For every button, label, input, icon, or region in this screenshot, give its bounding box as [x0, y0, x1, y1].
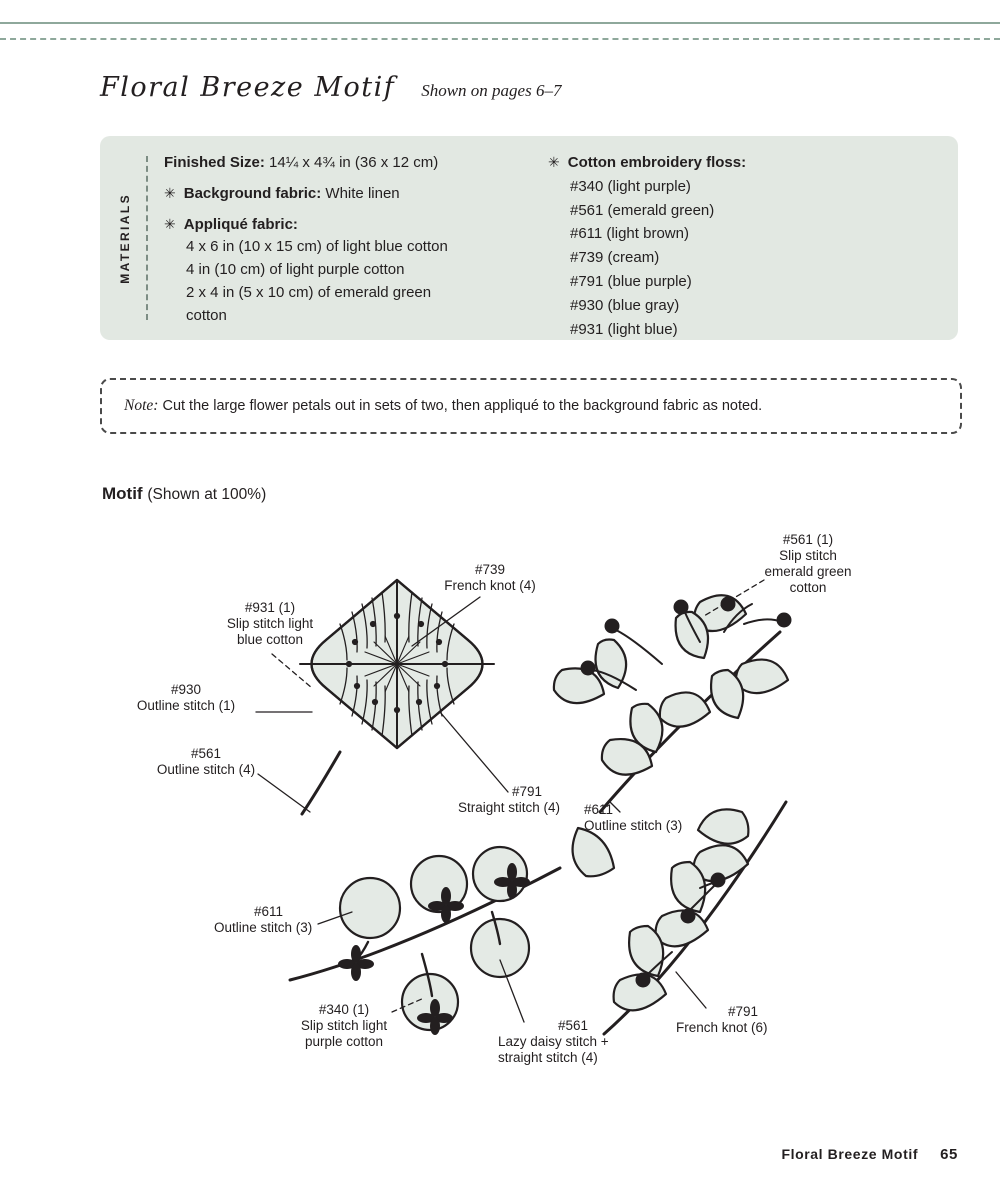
- list-item: #930 (blue gray): [570, 296, 680, 314]
- note-body: Cut the large flower petals out in sets of two, then appliqué to the background fabric as noted.: [158, 398, 763, 414]
- motif-illustration: [0, 512, 1000, 1092]
- list-item: #739 (cream): [570, 249, 660, 267]
- callout-561a-line2: Outline stitch (4): [156, 762, 256, 777]
- motif-heading-bold: Motif: [102, 484, 148, 503]
- callout-931-line3: blue cotton: [236, 632, 304, 647]
- floss-row: [548, 152, 928, 175]
- callout-611b-line2: Outline stitch (3): [214, 920, 313, 935]
- materials-left-column: [164, 152, 564, 328]
- asterisk-icon: ✳: [164, 184, 176, 201]
- callout-561c-line2: Lazy daisy stitch +: [498, 1034, 609, 1049]
- applique-fabric-lines: [186, 236, 564, 327]
- callout-340-line3: purple cotton: [304, 1034, 384, 1049]
- finished-size-value: 14¼ x 4¾ in (36 x 12 cm): [264, 154, 439, 171]
- top-rule-solid: [0, 22, 1000, 24]
- callout-561b-line1: #561 (1): [782, 532, 834, 547]
- applique-line: 2 x 4 in (5 x 10 cm) of emerald green: [186, 283, 432, 301]
- motif-heading-scale: (Shown at 100%): [147, 486, 267, 503]
- list-item: #340 (light purple): [570, 177, 691, 195]
- callout-340-line2: Slip stitch light: [300, 1018, 388, 1033]
- callout-561c-line3: straight stitch (4): [498, 1050, 598, 1065]
- floss-label: Cotton embroidery floss:: [567, 154, 747, 171]
- callout-561b-line4: cotton: [789, 580, 827, 595]
- callout-931-line2: Slip stitch light: [226, 616, 314, 631]
- applique-fabric-label: Appliqué fabric:: [183, 215, 298, 233]
- materials-panel: [100, 136, 958, 340]
- page-number: 65: [940, 1146, 958, 1163]
- callout-930-line2: Outline stitch (1): [136, 698, 236, 713]
- callout-561c-line1: #561: [558, 1018, 589, 1033]
- asterisk-icon: ✳: [164, 215, 176, 232]
- page-subtitle: Shown on pages 6–7: [421, 81, 562, 100]
- callout-340-line1: #340 (1): [318, 1002, 370, 1017]
- callout-739-line2: French knot (4): [444, 578, 536, 593]
- list-item: #931 (light blue): [570, 320, 678, 338]
- background-fabric-line: [184, 183, 400, 206]
- list-item: #791 (blue purple): [570, 272, 692, 290]
- note-text: [102, 397, 762, 415]
- branch-bottom-right: [573, 802, 786, 1034]
- materials-divider: [146, 156, 148, 320]
- list-item: #611 (light brown): [570, 225, 689, 243]
- note-label: Note:: [124, 397, 159, 414]
- callout-739-line1: #739: [474, 562, 506, 577]
- materials-label-text: MATERIALS: [118, 192, 132, 284]
- applique-fabric-row: [164, 214, 564, 237]
- callout-791a-line2: Straight stitch (4): [458, 800, 561, 815]
- page-title: Floral Breeze Motif: [100, 72, 396, 103]
- background-fabric-label: Background fabric:: [183, 184, 322, 202]
- background-fabric-row: [164, 183, 564, 206]
- callout-611b-line1: #611: [254, 904, 284, 919]
- callout-931-line1: #931 (1): [244, 600, 296, 615]
- materials-right-column: [548, 152, 928, 342]
- callout-561b-line2: Slip stitch: [779, 548, 837, 563]
- page-title-row: [100, 72, 561, 103]
- callout-791b-line2: French knot (6): [676, 1020, 768, 1035]
- list-item: #561 (emerald green): [570, 201, 715, 219]
- branch-top-right: [554, 595, 792, 812]
- callout-611a-line1: #611: [584, 802, 614, 817]
- top-rule-dashed: [0, 38, 1000, 40]
- callout-561b-line3: emerald green: [764, 564, 852, 579]
- floss-list: [570, 176, 928, 342]
- note-panel: [100, 378, 962, 434]
- callout-791a-line1: #791: [512, 784, 543, 799]
- applique-line: 4 in (10 cm) of light purple cotton: [186, 261, 405, 279]
- background-fabric-value: White linen: [321, 184, 400, 202]
- finished-size-label: Finished Size:: [164, 154, 265, 171]
- materials-vertical-label: [118, 158, 132, 318]
- asterisk-icon: ✳: [548, 154, 560, 170]
- callout-930-line1: #930: [170, 682, 202, 697]
- finished-size-line: [164, 152, 564, 175]
- applique-line: 4 x 6 in (10 x 15 cm) of light blue cotton: [186, 238, 448, 256]
- footer-title: Floral Breeze Motif: [781, 1146, 919, 1162]
- callout-791b-line1: #791: [728, 1004, 759, 1019]
- callout-561a-line1: #561: [190, 746, 222, 761]
- applique-line: cotton: [186, 306, 227, 324]
- footer: [781, 1146, 958, 1163]
- motif-heading: [102, 484, 266, 504]
- callout-611a-line2: Outline stitch (3): [584, 818, 683, 833]
